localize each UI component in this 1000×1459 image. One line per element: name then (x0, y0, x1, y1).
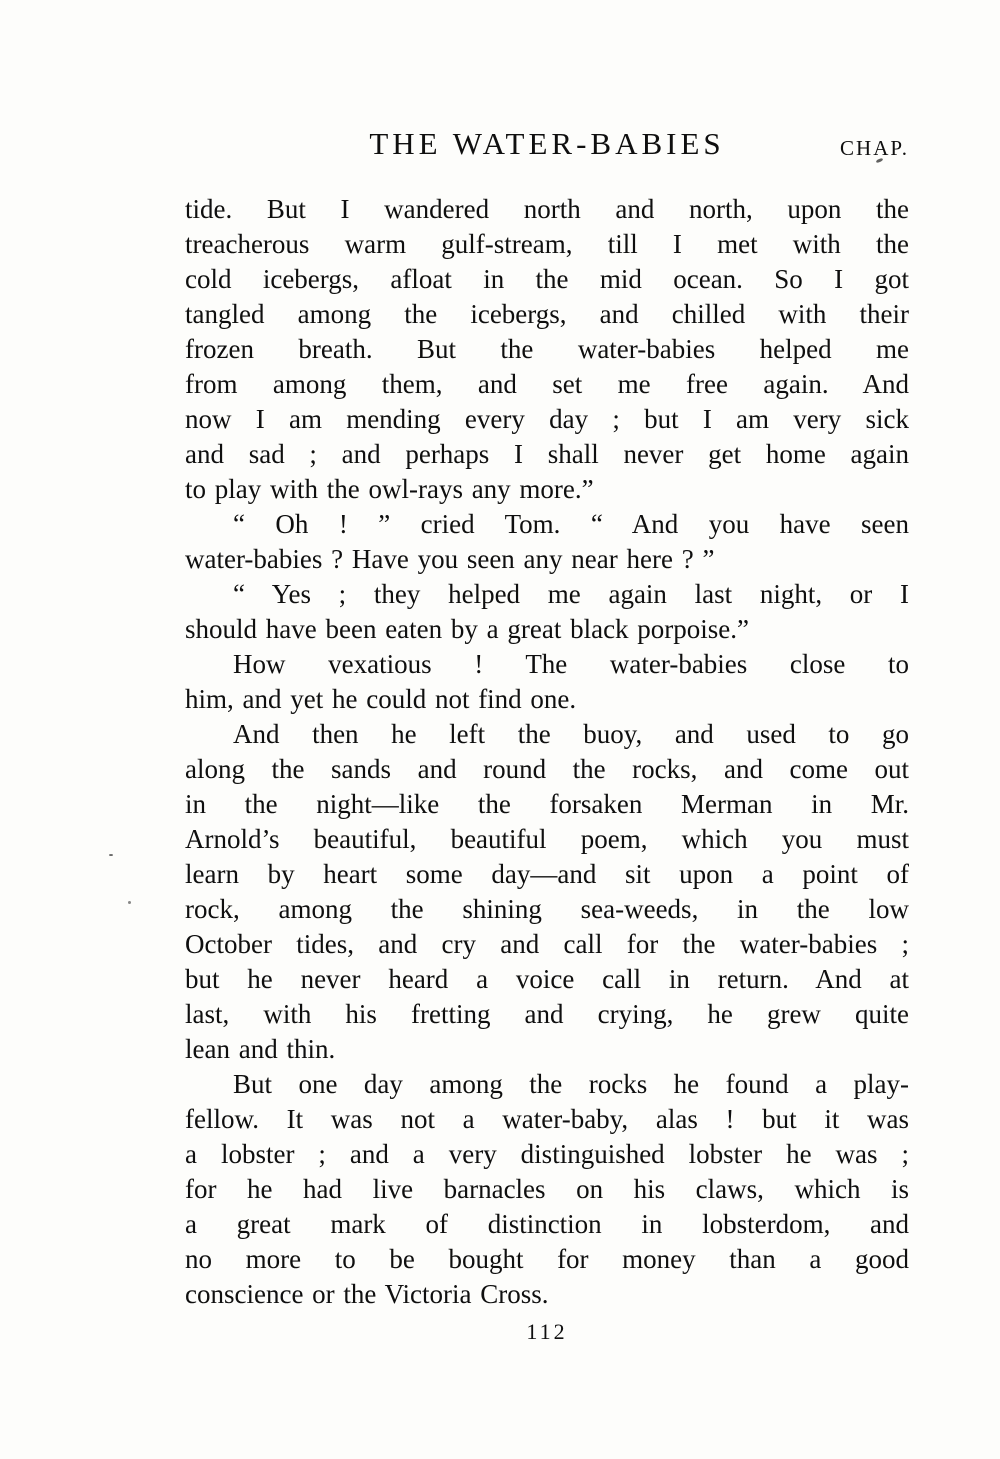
text-line: him, and yet he could not find one. (185, 684, 577, 714)
text-line: now I am mending every day ; but I am very sick (185, 404, 909, 434)
text-line: but he never heard a voice call in return. And at (185, 964, 909, 994)
scan-speck (109, 854, 113, 856)
text-line: fellow. It was not a water-baby, alas ! but it was (185, 1104, 909, 1134)
text-line: cold icebergs, afloat in the mid ocean. So I got (185, 264, 909, 294)
text-line: for he had live barnacles on his claws, which is (185, 1174, 909, 1204)
body-text (185, 192, 909, 1312)
text-line: treacherous warm gulf-stream, till I met with the (185, 229, 909, 259)
text-line: water-babies ? Have you seen any near here ? ” (185, 544, 715, 574)
paragraph (185, 507, 909, 577)
paragraph (185, 577, 909, 647)
running-title: THE WATER-BABIES (369, 126, 725, 161)
page-number: 112 (526, 1319, 568, 1344)
running-header (185, 126, 909, 162)
text-line: And then he left the buoy, and used to go (233, 719, 909, 749)
text-line: frozen breath. But the water-babies helped me (185, 334, 909, 364)
paragraph (185, 1067, 909, 1312)
text-line: and sad ; and perhaps I shall never get home again (185, 439, 909, 469)
text-line: last, with his fretting and crying, he grew quite (185, 999, 909, 1029)
text-line: tangled among the icebergs, and chilled with their (185, 299, 909, 329)
text-line: a great mark of distinction in lobsterdom, and (185, 1209, 909, 1239)
text-column (185, 126, 909, 1345)
text-line: in the night—like the forsaken Merman in Mr. (185, 789, 909, 819)
scan-speck (128, 901, 131, 904)
text-line: “ Oh ! ” cried Tom. “ And you have seen (233, 509, 909, 539)
chapter-label: CHAP. (840, 136, 909, 160)
text-line: learn by heart some day—and sit upon a point of (185, 859, 909, 889)
text-line: But one day among the rocks he found a play- (233, 1069, 909, 1099)
text-line: a lobster ; and a very distinguished lobster he was ; (185, 1139, 909, 1169)
text-line: conscience or the Victoria Cross. (185, 1279, 549, 1309)
text-line: October tides, and cry and call for the water-babies ; (185, 929, 909, 959)
paragraph (185, 192, 909, 507)
paragraph (185, 717, 909, 1067)
text-line: Arnold’s beautiful, beautiful poem, which you must (185, 824, 909, 854)
text-line: rock, among the shining sea-weeds, in the low (185, 894, 909, 924)
text-line: How vexatious ! The water-babies close to (233, 649, 909, 679)
text-line: tide. But I wandered north and north, upon the (185, 194, 909, 224)
text-line: “ Yes ; they helped me again last night, or I (233, 579, 909, 609)
paragraph (185, 647, 909, 717)
text-line: to play with the owl-rays any more.” (185, 474, 594, 504)
text-line: from among them, and set me free again. And (185, 369, 909, 399)
text-line: should have been eaten by a great black porpoise.” (185, 614, 750, 644)
text-line: no more to be bought for money than a good (185, 1244, 909, 1274)
text-line: along the sands and round the rocks, and come out (185, 754, 909, 784)
text-line: lean and thin. (185, 1034, 336, 1064)
